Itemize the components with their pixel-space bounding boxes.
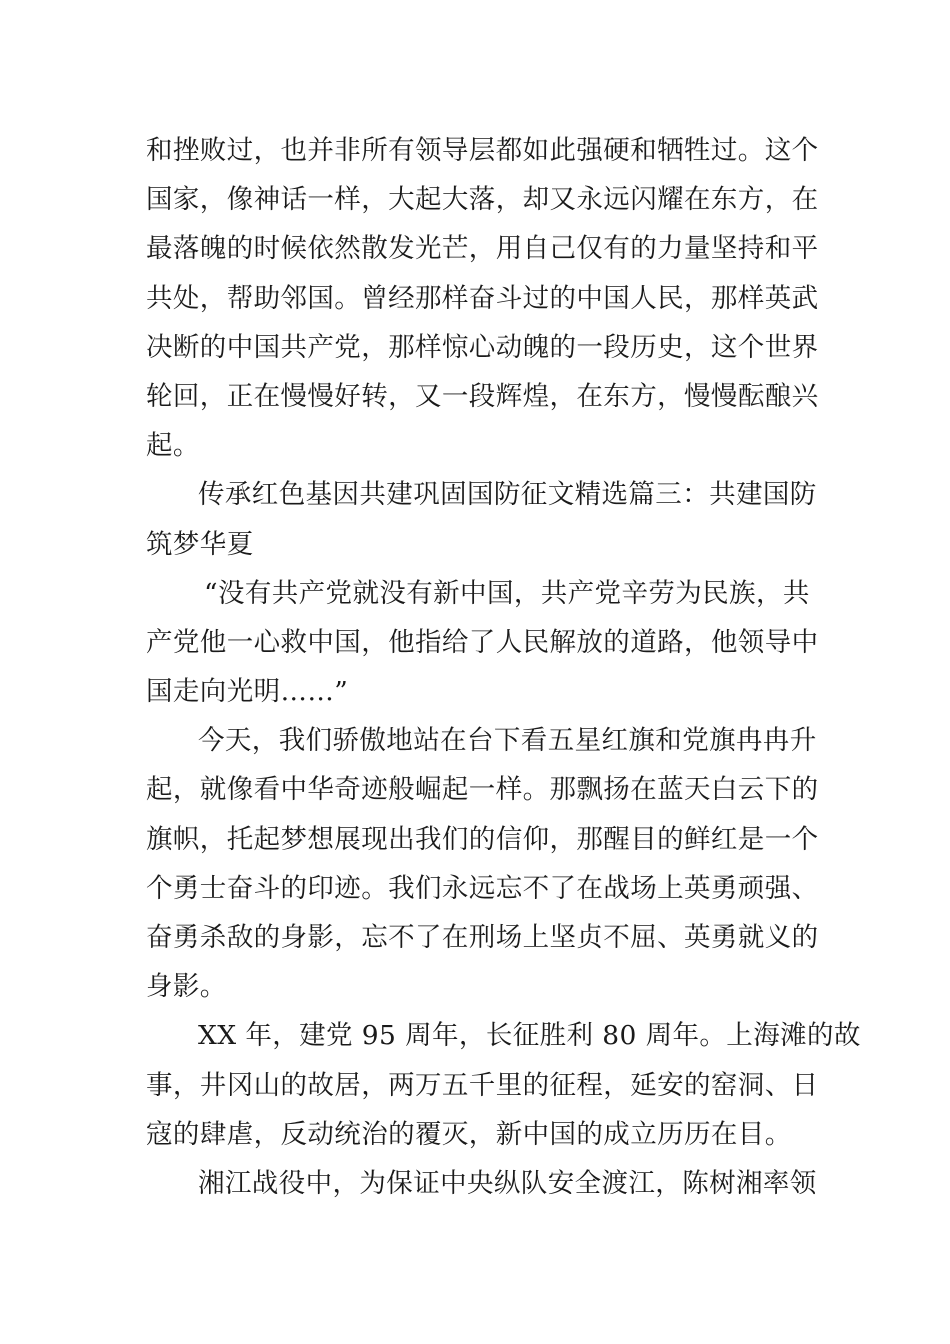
text-line: 今天，我们骄傲地站在台下看五星红旗和党旗冉冉升 bbox=[198, 725, 817, 757]
text-line: 和挫败过，也并非所有领导层都如此强硬和牺牲过。这个 bbox=[146, 135, 819, 166]
text-line: 湘江战役中，为保证中央纵队安全渡江，陈树湘率领 bbox=[198, 1167, 817, 1199]
quote-line: 国走向光明……” bbox=[146, 676, 349, 708]
section-heading bbox=[146, 470, 816, 568]
document-body bbox=[146, 126, 861, 1208]
paragraph-6 bbox=[146, 1159, 816, 1208]
paragraph-4 bbox=[146, 716, 819, 1011]
heading-line: 传承红色基因共建巩固国防征文精选篇三：共建国防 bbox=[198, 479, 817, 511]
text-line: 寇的肆虐，反动统治的覆灭，新中国的成立历历在目。 bbox=[146, 1118, 792, 1150]
paragraph-1 bbox=[146, 126, 819, 470]
text-line: 最落魄的时候依然散发光芒，用自己仅有的力量坚持和平 bbox=[146, 233, 819, 265]
text-line: 旗帜，托起梦想展现出我们的信仰，那醒目的鲜红是一个 bbox=[146, 823, 819, 855]
heading-line: 筑梦华夏 bbox=[146, 528, 254, 560]
text-line: 起。 bbox=[146, 430, 200, 462]
text-line: 奋勇杀敌的身影，忘不了在刑场上坚贞不屈、英勇就义的 bbox=[146, 922, 819, 953]
quote-line: 产党他一心救中国，他指给了人民解放的道路，他领导中 bbox=[146, 626, 819, 658]
text-line: 共处，帮助邻国。曾经那样奋斗过的中国人民，那样英武 bbox=[146, 282, 819, 314]
text-line: 身影。 bbox=[146, 971, 227, 1003]
text-line: 轮回，正在慢慢好转，又一段辉煌，在东方，慢慢酝酿兴 bbox=[146, 380, 819, 412]
text-line: 国家，像神话一样，大起大落，却又永远闪耀在东方，在 bbox=[146, 184, 819, 216]
quote-paragraph bbox=[146, 569, 819, 717]
text-line: 个勇士奋斗的印迹。我们永远忘不了在战场上英勇顽强、 bbox=[146, 872, 819, 904]
text-line: 起，就像看中华奇迹般崛起一样。那飘扬在蓝天白云下的 bbox=[146, 774, 819, 806]
paragraph-5 bbox=[146, 1011, 861, 1159]
text-line: XX 年，建党 95 周年，长征胜利 80 周年。上海滩的故 bbox=[198, 1020, 861, 1052]
quote-line: “没有共产党就没有新中国，共产党辛劳为民族，共 bbox=[204, 577, 810, 609]
text-line: 决断的中国共产党，那样惊心动魄的一段历史，这个世界 bbox=[146, 331, 819, 363]
text-line: 事，井冈山的故居，两万五千里的征程，延安的窑洞、日 bbox=[146, 1069, 819, 1101]
